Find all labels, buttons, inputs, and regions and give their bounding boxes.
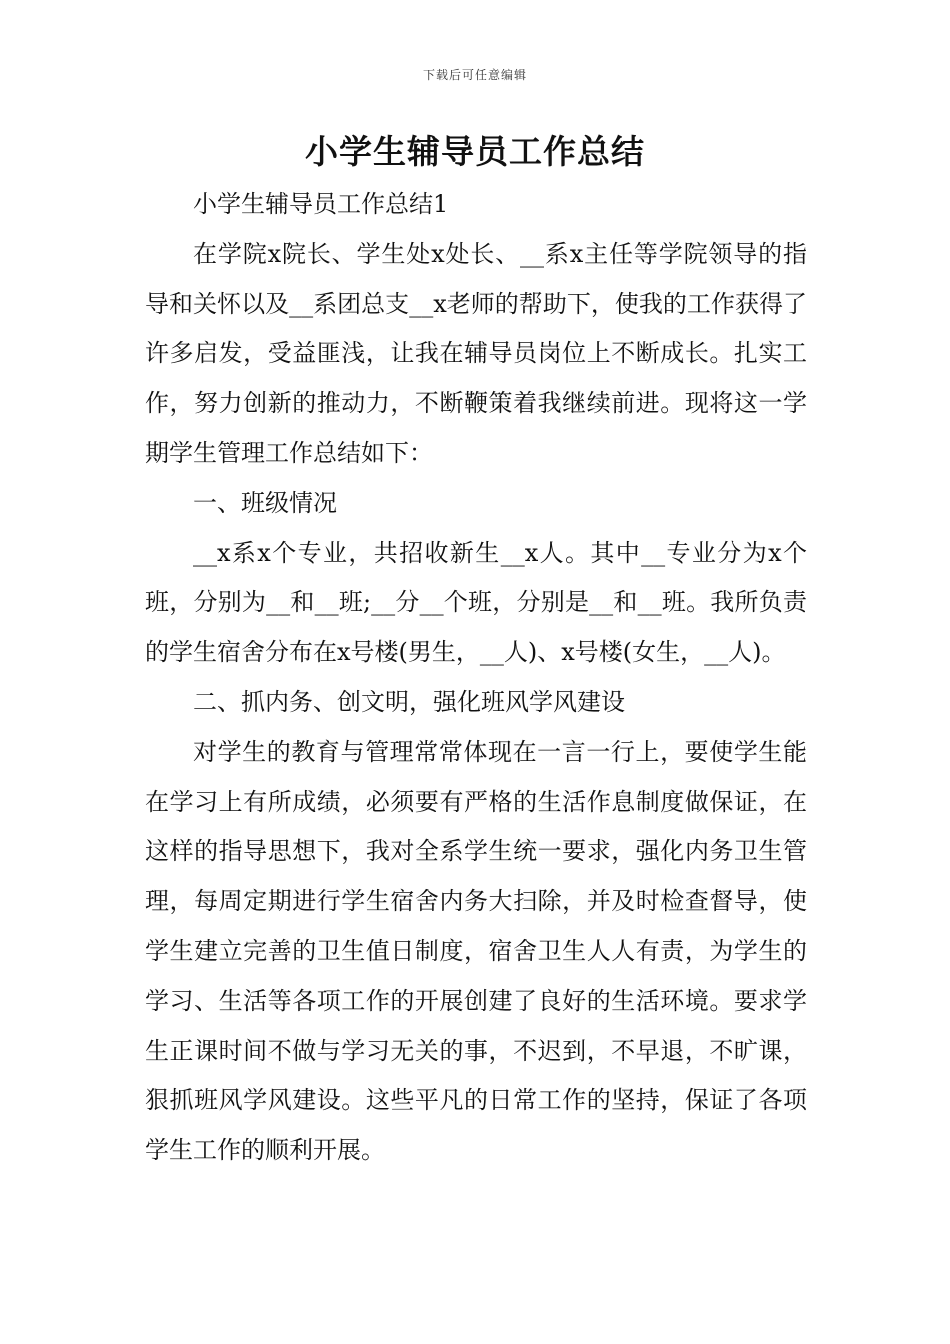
section-heading-1: 小学生辅导员工作总结1 bbox=[193, 190, 449, 218]
section-heading-class-situation: 一、班级情况 bbox=[193, 488, 337, 517]
header-note: 下载后可任意编辑 bbox=[422, 68, 527, 82]
document-body bbox=[145, 180, 807, 1176]
document-title: 小学生辅导员工作总结 bbox=[305, 132, 645, 171]
discipline-paragraph: 对学生的教育与管理常常体现在一言一行上，要使学生能在学习上有所成绩，必须要有严格的生活作息制度做保证，在这样的指导思想下，我对全系学生统一要求，强化内务卫生管理，每周定期进行学生宿舍内务大扫除，并及时检查督导，使学生建立完善的卫生值日制度，宿舍卫生人人有责，为学生的学习、生活等各项工作的开展创建了良好的生活环境。要求学生正课时间不做与学习无关的事，不迟到，不早退，不旷课，狠抓班风学风建设。这些平凡的日常工作的坚持，保证了各项学生工作的顺利开展。 bbox=[145, 737, 807, 1165]
intro-paragraph: 在学院x院长、学生处x处长、__系x主任等学院领导的指导和关怀以及__系团总支__x老师的帮助下，使我的工作获得了许多启发，受益匪浅，让我在辅导员岗位上不断成长。扎实工作，努力创新的推动力，不断鞭策着我继续前进。现将这一学期学生管理工作总结如下： bbox=[145, 239, 807, 467]
class-situation-paragraph: __x系x个专业，共招收新生__x人。其中__专业分为x个班，分别为__和__班;__分__个班，分别是__和__班。我所负责的学生宿舍分布在x号楼(男生，__人)、x号楼(女生，__人)。 bbox=[145, 538, 807, 667]
section-heading-discipline: 二、抓内务、创文明，强化班风学风建设 bbox=[193, 687, 625, 716]
